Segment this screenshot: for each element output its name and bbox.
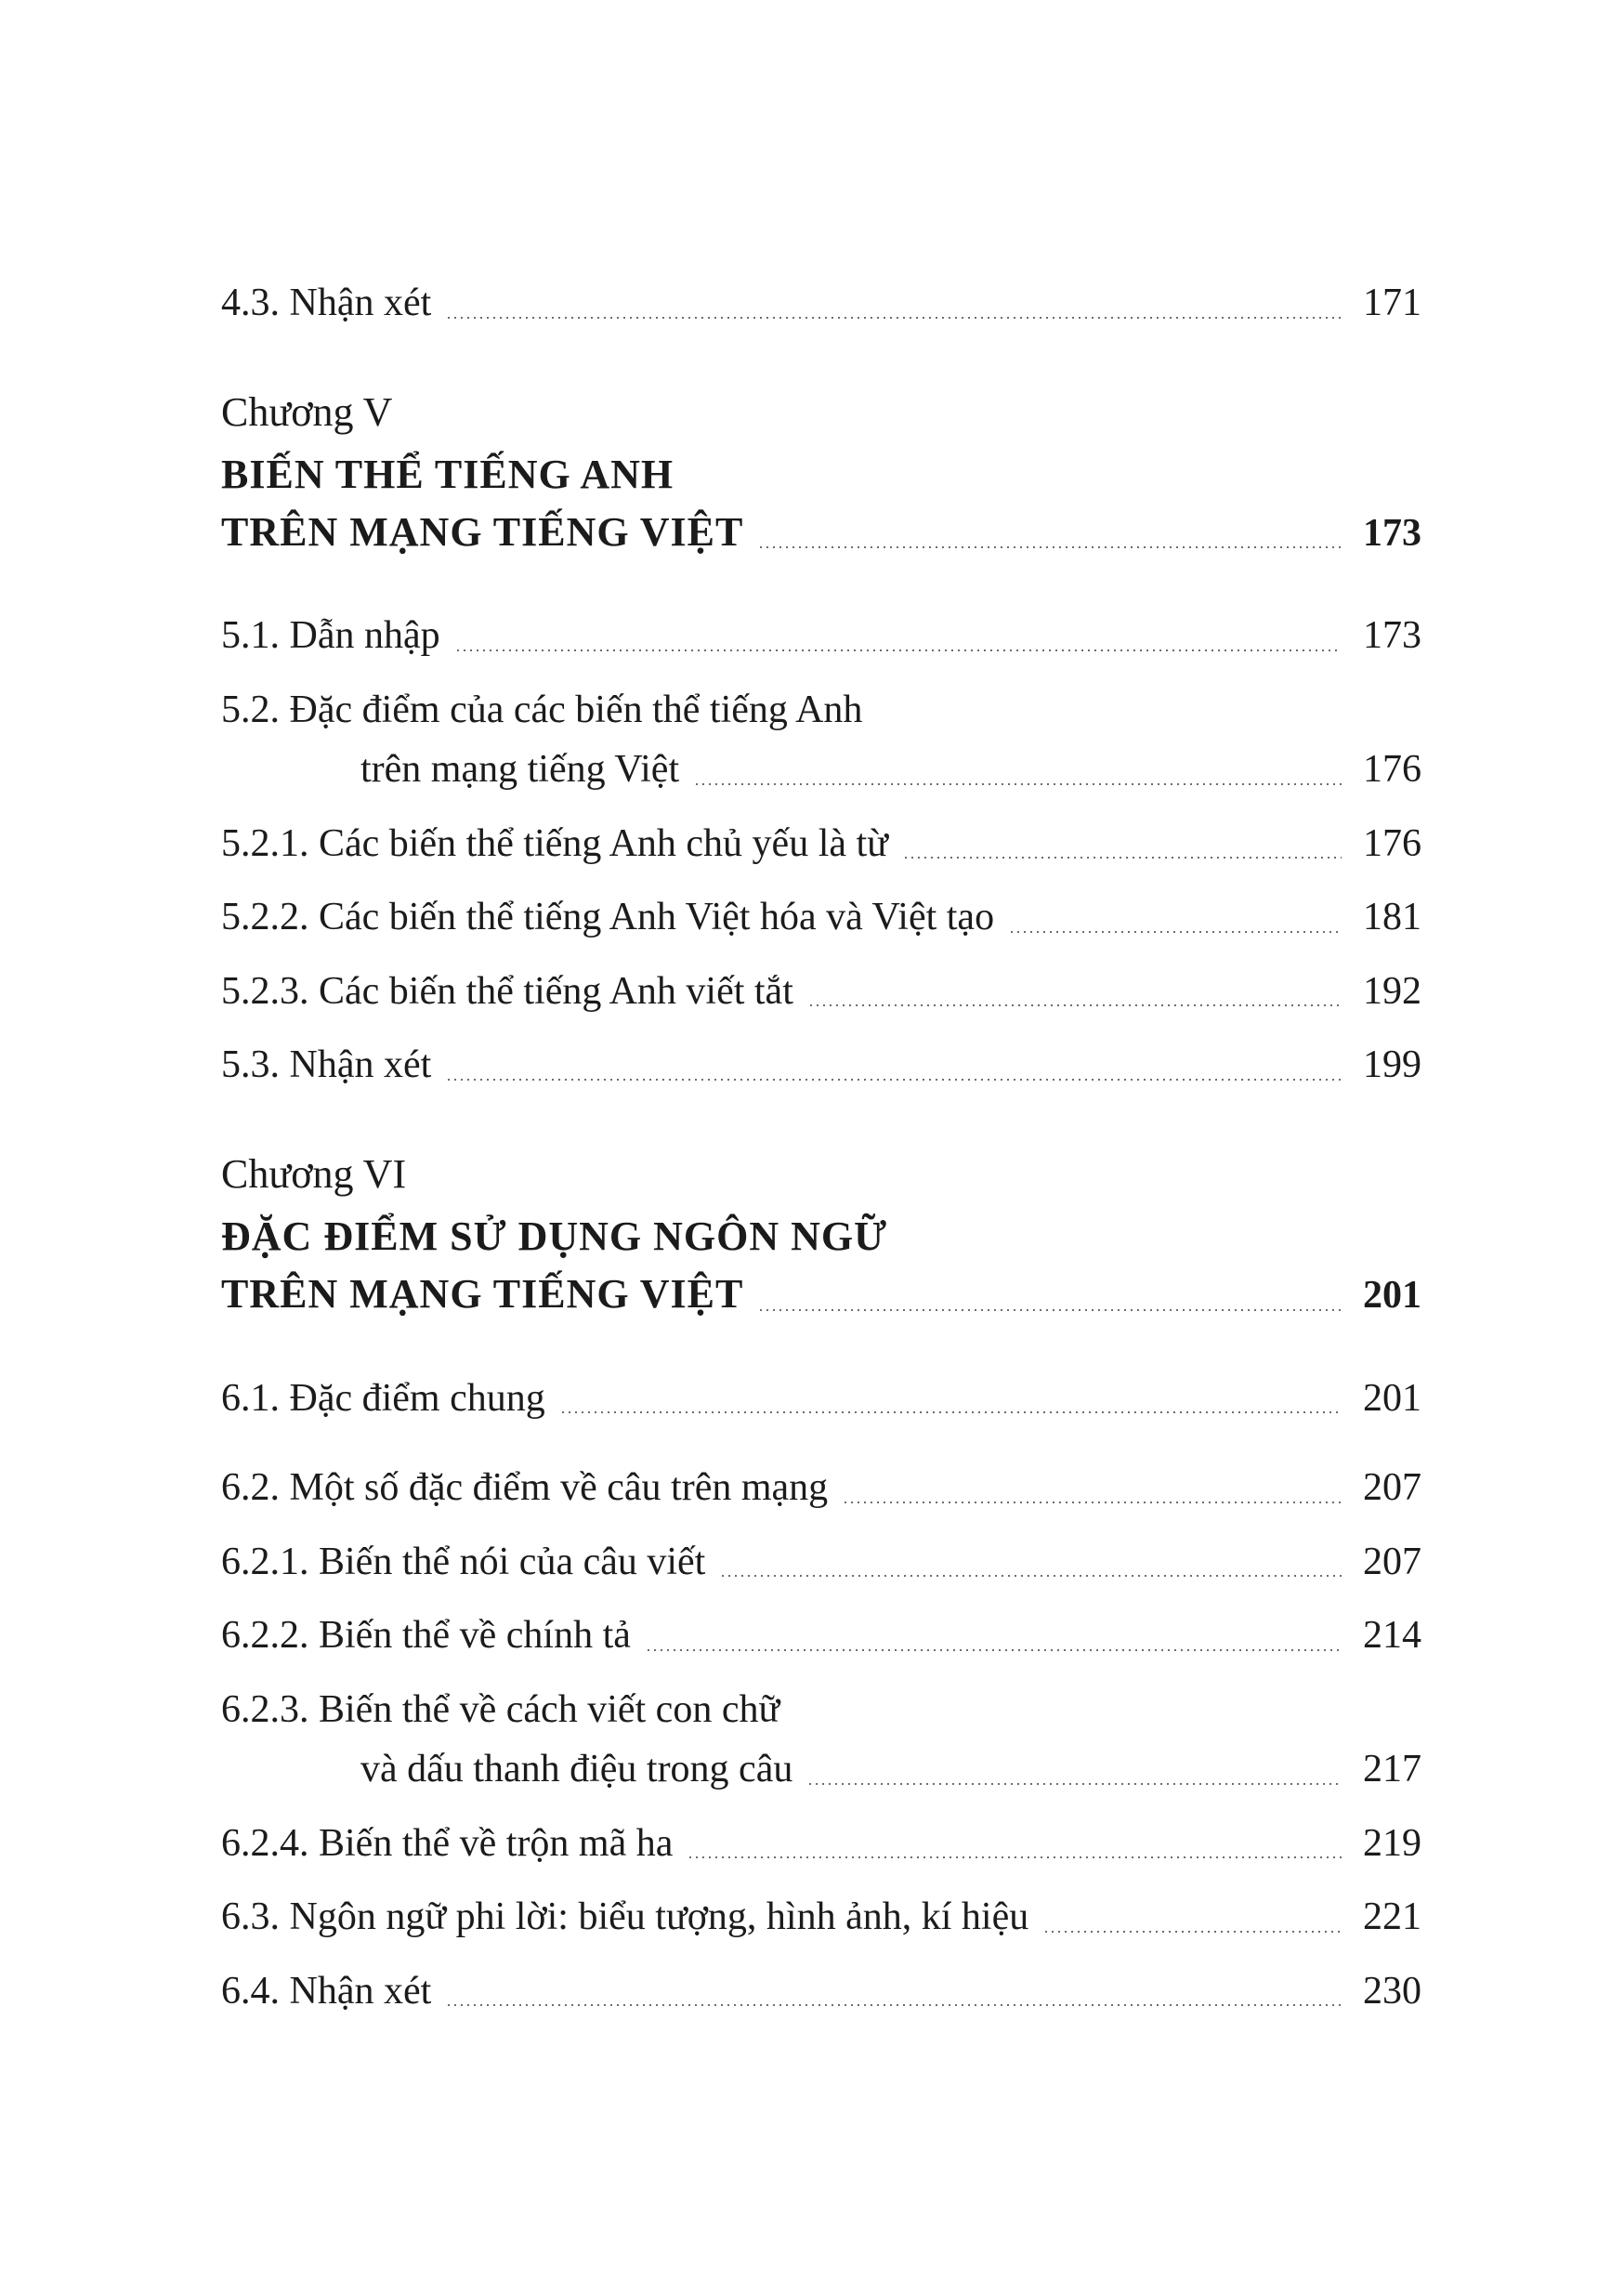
dot-leader (448, 2004, 1342, 2006)
page-number: 192 (1363, 969, 1421, 1013)
dot-leader (760, 546, 1342, 548)
page-number: 207 (1363, 1466, 1421, 1510)
chapter-title-line: ĐẶC ĐIỂM SỬ DỤNG NGÔN NGỮ (221, 1213, 888, 1260)
dot-leader (689, 1856, 1342, 1858)
page-number: 230 (1363, 1969, 1421, 2013)
toc-entry-label: 6.2.4. Biến thể về trộn mã ha (221, 1821, 674, 1865)
page-number: 201 (1363, 1274, 1421, 1318)
page-number: 214 (1363, 1614, 1421, 1658)
chapter-title-line: BIẾN THỂ TIẾNG ANH (221, 451, 674, 497)
page-number: 201 (1363, 1376, 1421, 1420)
dot-leader (845, 1502, 1342, 1503)
dot-leader (905, 857, 1342, 859)
toc-entry-label: 5.1. Dẫn nhập (221, 614, 440, 658)
toc-entry (221, 893, 1421, 942)
dot-leader (1011, 931, 1342, 933)
toc-entry (221, 1685, 1421, 1794)
toc-entry-label: 6.2.2. Biến thể về chính tả (221, 1614, 631, 1658)
toc-entry (221, 1967, 1421, 2016)
dot-leader (1045, 1931, 1342, 1933)
toc-entry-label: 5.3. Nhận xét (221, 1043, 432, 1087)
toc-entry-label: 6.2.1. Biến thể nói của câu viết (221, 1540, 706, 1583)
toc-entry-label: 6.2.3. Biến thể về cách viết con chữ (221, 1687, 780, 1731)
toc-entry-label: 6.4. Nhận xét (221, 1969, 432, 2013)
chapter-title-row (221, 506, 1421, 558)
toc-entry (221, 1819, 1421, 1869)
dot-leader (809, 1783, 1342, 1785)
dot-leader (448, 317, 1342, 319)
dot-leader (810, 1004, 1342, 1006)
toc-entry-label: 4.3. Nhận xét (221, 282, 432, 324)
dot-leader (648, 1649, 1342, 1651)
toc-entry (221, 1374, 1421, 1423)
page-number: 221 (1363, 1895, 1421, 1939)
toc-entry-label: 5.2.1. Các biến thể tiếng Anh chủ yếu là từ (221, 821, 888, 865)
toc-entry-label: trên mạng tiếng Việt (360, 748, 680, 792)
toc-entry (221, 820, 1421, 869)
toc-entry-label: 5.2.3. Các biến thể tiếng Anh viết tắt (221, 969, 793, 1013)
toc-entry-label: 5.2. Đặc điểm của các biến thể tiếng Anh (221, 688, 863, 731)
dot-leader (722, 1575, 1342, 1577)
dot-leader (448, 1079, 1342, 1081)
toc-entry (221, 1893, 1421, 1942)
chapter-title-line: TRÊN MẠNG TIẾNG VIỆT (221, 508, 744, 555)
page-number: 219 (1363, 1821, 1421, 1865)
page-number: 173 (1363, 614, 1421, 658)
toc-entry (221, 1611, 1421, 1660)
toc-entry (221, 1463, 1421, 1513)
dot-leader (760, 1309, 1342, 1311)
chapter-title-line: TRÊN MẠNG TIẾNG VIỆT (221, 1271, 744, 1318)
toc-entry-label: 5.2.2. Các biến thể tiếng Anh Việt hóa và Việt tạo (221, 896, 995, 939)
chapter-label: Chương V (221, 388, 393, 435)
page-number: 176 (1363, 821, 1421, 865)
page-number: 181 (1363, 896, 1421, 939)
toc-entry (221, 279, 1421, 328)
chapter-title-row (221, 1268, 1421, 1320)
toc-chapter (221, 1148, 1421, 1320)
toc-entry-label: 6.3. Ngôn ngữ phi lời: biểu tượng, hình ảnh, kí hiệu (221, 1895, 1029, 1939)
toc-entry (221, 1538, 1421, 1587)
page-number: 217 (1363, 1748, 1421, 1791)
toc-entry (221, 967, 1421, 1016)
toc-entry (221, 1041, 1421, 1090)
chapter-label: Chương VI (221, 1150, 407, 1197)
table-of-contents (221, 279, 1421, 2015)
dot-leader (562, 1411, 1342, 1413)
page-number: 171 (1363, 282, 1421, 324)
toc-entry-continuation (221, 1745, 1421, 1794)
page-number: 207 (1363, 1540, 1421, 1583)
page-number: 173 (1363, 511, 1421, 555)
toc-chapter (221, 386, 1421, 558)
page-number: 199 (1363, 1043, 1421, 1087)
toc-entry-label: 6.1. Đặc điểm chung (221, 1376, 545, 1420)
toc-entry-continuation (221, 745, 1421, 794)
toc-entry (221, 686, 1421, 794)
toc-entry (221, 611, 1421, 661)
dot-leader (696, 783, 1342, 785)
dot-leader (457, 649, 1342, 651)
toc-entry-label: 6.2. Một số đặc điểm về câu trên mạng (221, 1466, 829, 1510)
page-number: 176 (1363, 748, 1421, 792)
toc-entry-label: và dấu thanh điệu trong câu (360, 1748, 793, 1791)
